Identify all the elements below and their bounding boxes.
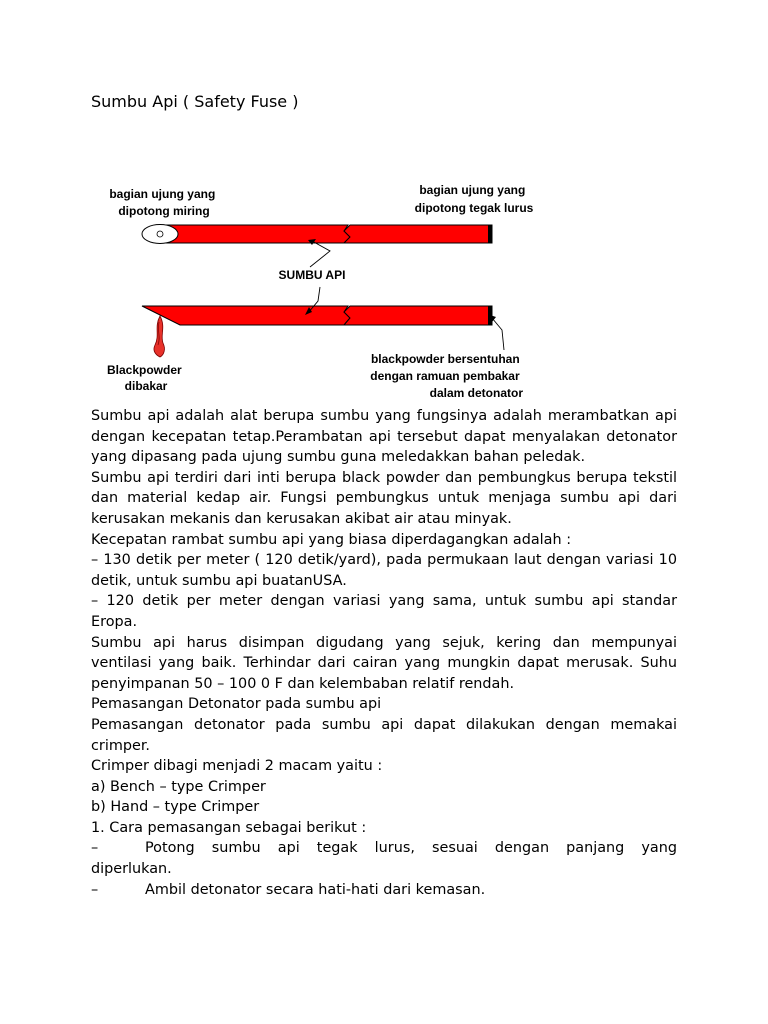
pointer-lines xyxy=(308,241,504,350)
paragraph: Sumbu api terdiri dari inti berupa black powder dan pembungkus berupa tekstil dan material kedap air. Fungsi pembungkus untuk menjaga sumbu api dari kerusakan mekanis dan kerusakan akibat air atau minyak. xyxy=(91,469,677,527)
list-item: a) Bench – type Crimper xyxy=(91,778,266,795)
step-item xyxy=(91,838,677,859)
paragraph: Sumbu api harus disimpan digudang yang sejuk, kering dan mempunyai ventilasi yang baik. Terhindar dari cairan yang mungkin dapat merusak. Suhu penyimpanan 50 – 100 0 F dan kelembaban relatif rendah. xyxy=(91,634,677,692)
step-text-continuation: diperlukan. xyxy=(91,861,172,878)
paragraph: Sumbu api adalah alat berupa sumbu yang fungsinya adalah merambatkan api dengan kecepatan tetap.Perambatan api tersebut dapat menyalakan detonator yang dipasang pada ujung sumbu guna meledakkan bahan peledak. xyxy=(91,408,677,466)
paragraph: – 120 detik per meter dengan variasi yang sama, untuk sumbu api standar Eropa. xyxy=(91,593,677,630)
paragraph: – 130 detik per meter ( 120 detik/yard), pada permukaan laut dengan variasi 10 detik, untuk sumbu api buatanUSA. xyxy=(91,552,677,589)
safety-fuse-diagram xyxy=(100,175,540,407)
body-text xyxy=(91,406,677,900)
step-item xyxy=(91,880,677,901)
page-title: Sumbu Api ( Safety Fuse ) xyxy=(91,92,299,111)
step-dash: – xyxy=(91,840,99,857)
label-bottom-right: blackpowder bersentuhan dengan ramuan pembakar dalam detonator xyxy=(370,352,523,400)
step-text: Ambil detonator secara hati-hati dari kemasan. xyxy=(145,881,486,898)
label-bottom-left: Blackpowder dibakar xyxy=(106,363,182,393)
top-fuse xyxy=(142,225,492,244)
paragraph: Kecepatan rambat sumbu api yang biasa diperdagangkan adalah : xyxy=(91,531,572,548)
label-top-right: bagian ujung yang dipotong tegak lurus xyxy=(414,183,534,215)
paragraph: 1. Cara pemasangan sebagai berikut : xyxy=(91,819,367,836)
bottom-fuse xyxy=(142,306,492,325)
paragraph: Pemasangan detonator pada sumbu api dapat dilakukan dengan memakai crimper. xyxy=(91,716,677,754)
section-heading: Pemasangan Detonator pada sumbu api xyxy=(91,696,382,713)
paragraph: Crimper dibagi menjadi 2 macam yaitu : xyxy=(91,758,383,775)
list-item: b) Hand – type Crimper xyxy=(91,799,260,816)
step-text: Potong sumbu api tegak lurus, sesuai dengan panjang yang xyxy=(145,840,677,857)
step-dash: – xyxy=(91,881,99,898)
label-top-left: bagian ujung yang dipotong miring xyxy=(109,187,216,218)
label-sumbu-api: SUMBU API xyxy=(278,268,346,282)
